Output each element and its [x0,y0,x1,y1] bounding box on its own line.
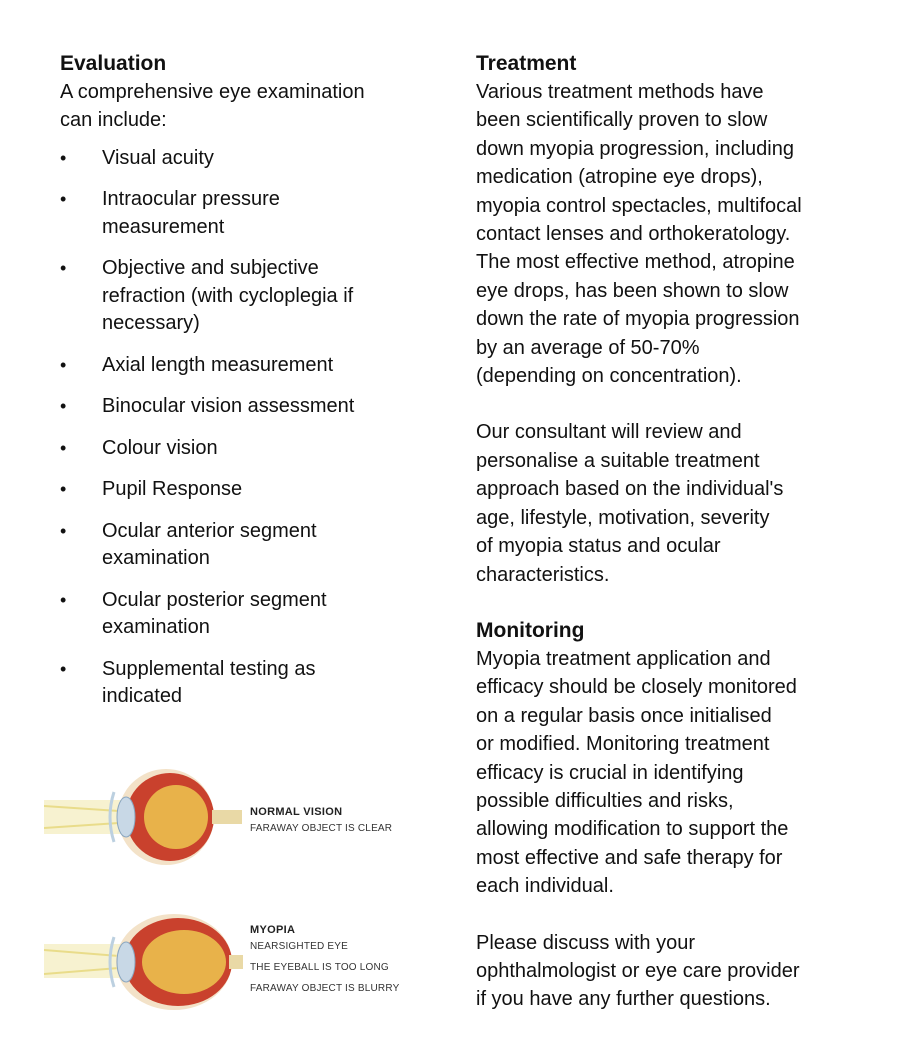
normal-vision-title: NORMAL VISION [250,806,343,818]
normal-vision-row [44,762,434,872]
bullet-icon: • [60,147,67,168]
myopia-line2: THE EYEBALL IS TOO LONG [250,962,389,973]
myopia-row [44,902,434,1012]
normal-vision-line1: FARAWAY OBJECT IS CLEAR [250,823,393,834]
bullet-icon: • [60,520,67,541]
evaluation-intro: A comprehensive eye examination can include: [60,81,365,132]
monitoring-paragraph-1: Myopia treatment application and efficacy should be closely monitored on a regular basis once initialised or modified. Monitoring treatment efficacy is crucial in identifying possible difficulties and risks, allowing modification to support the most effective and safe therapy for each individual. [476,647,797,898]
normal-vision-caption [250,806,392,839]
treatment-monitoring-section [476,50,876,1014]
bullet-icon: • [60,658,67,679]
myopia-eye-illustration [44,902,244,1022]
treatment-paragraph-1: Various treatment methods have been scientifically proven to slow down myopia progression, including medication (atropine eye drops), myopia control spectacles, multifocal contact lenses and orthokeratology. The most effective method, atropine eye drops, has been shown to slow down the rate of myopia progression by an average of 50-70% (depending on concentration). [476,81,802,388]
bullet-icon: • [60,258,67,279]
monitoring-heading: Monitoring [476,618,585,642]
treatment-paragraph-2: Our consultant will review and personalise a suitable treatment approach based on the individual's age, lifestyle, motivation, severity of myopia status and ocular characteristics. [476,421,784,586]
list-item: • Ocular posterior segment examination [60,588,327,639]
treatment-heading: Treatment [476,52,577,75]
eye-diagram [44,762,434,1030]
list-item: • Intraocular pressure measurement [60,188,280,238]
bullet-icon: • [60,479,67,500]
bullet-icon: • [60,354,67,375]
list-item: • Binocular vision assessment [60,393,440,421]
myopia-line3: FARAWAY OBJECT IS BLURRY [250,983,400,994]
bullet-icon: • [60,396,67,417]
myopia-caption [250,924,399,999]
bullet-icon: • [60,589,67,610]
evaluation-list [60,145,440,711]
list-item: • Pupil Response [60,476,440,504]
bullet-icon: • [60,189,67,210]
bullet-icon: • [60,437,67,458]
myopia-line1: NEARSIGHTED EYE [250,941,349,952]
evaluation-heading: Evaluation [60,52,167,75]
monitoring-paragraph-2: Please discuss with your ophthalmologist or eye care provider if you have any further questions. [476,931,800,1011]
list-item: • Ocular anterior segment examination [60,519,317,570]
myopia-title: MYOPIA [250,924,296,936]
list-item: • Objective and subjective refraction (with cycloplegia if necessary) [60,257,354,335]
list-item: • Axial length measurement [60,352,440,380]
list-item: • Colour vision [60,435,440,463]
evaluation-section [60,50,440,725]
normal-eye-illustration [44,762,244,872]
list-item: • Supplemental testing as indicated [60,657,316,708]
list-item: • Visual acuity [60,145,440,173]
